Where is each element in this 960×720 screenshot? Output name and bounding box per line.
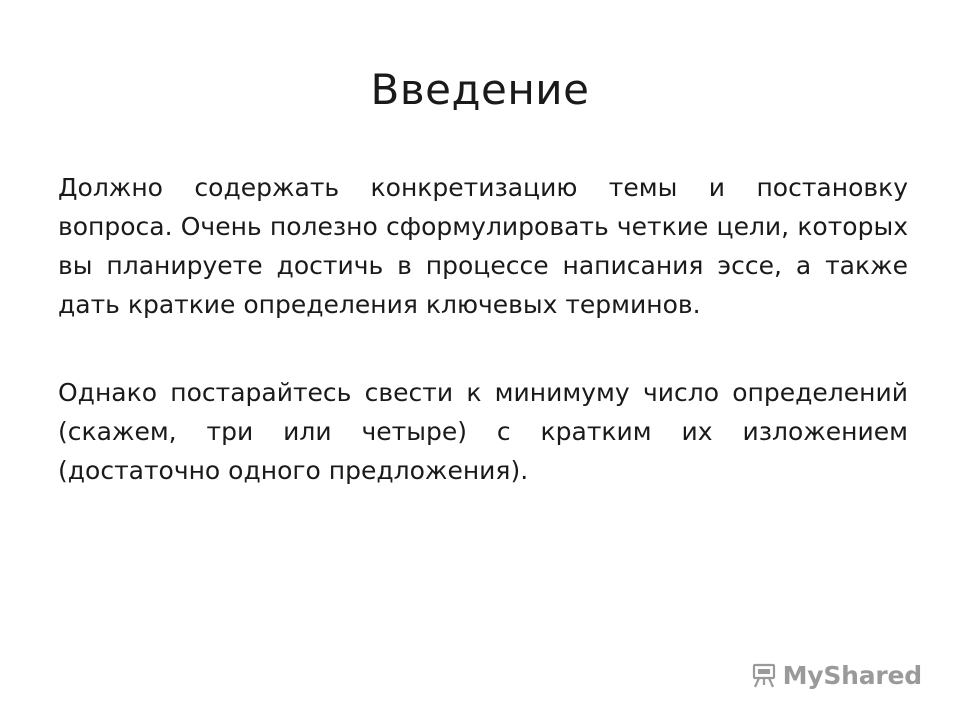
watermark [750,661,922,690]
slide-title: Введение [370,65,590,114]
watermark-text: MyShared [782,661,922,690]
body-paragraph-1: Должно содержать конкретизацию темы и постановку вопроса. Очень полезно сформулировать четкие цели, которых вы планируете достичь в процессе написания эссе, а также дать краткие определения ключевых терминов. [58,173,908,319]
slide-body [58,168,908,490]
presentation-board-icon [750,663,778,689]
body-paragraph-2: Однако постарайтесь свести к минимуму число определений (скажем, три или четыре) с кратким их изложением (достаточно одного предложения). [58,378,908,485]
